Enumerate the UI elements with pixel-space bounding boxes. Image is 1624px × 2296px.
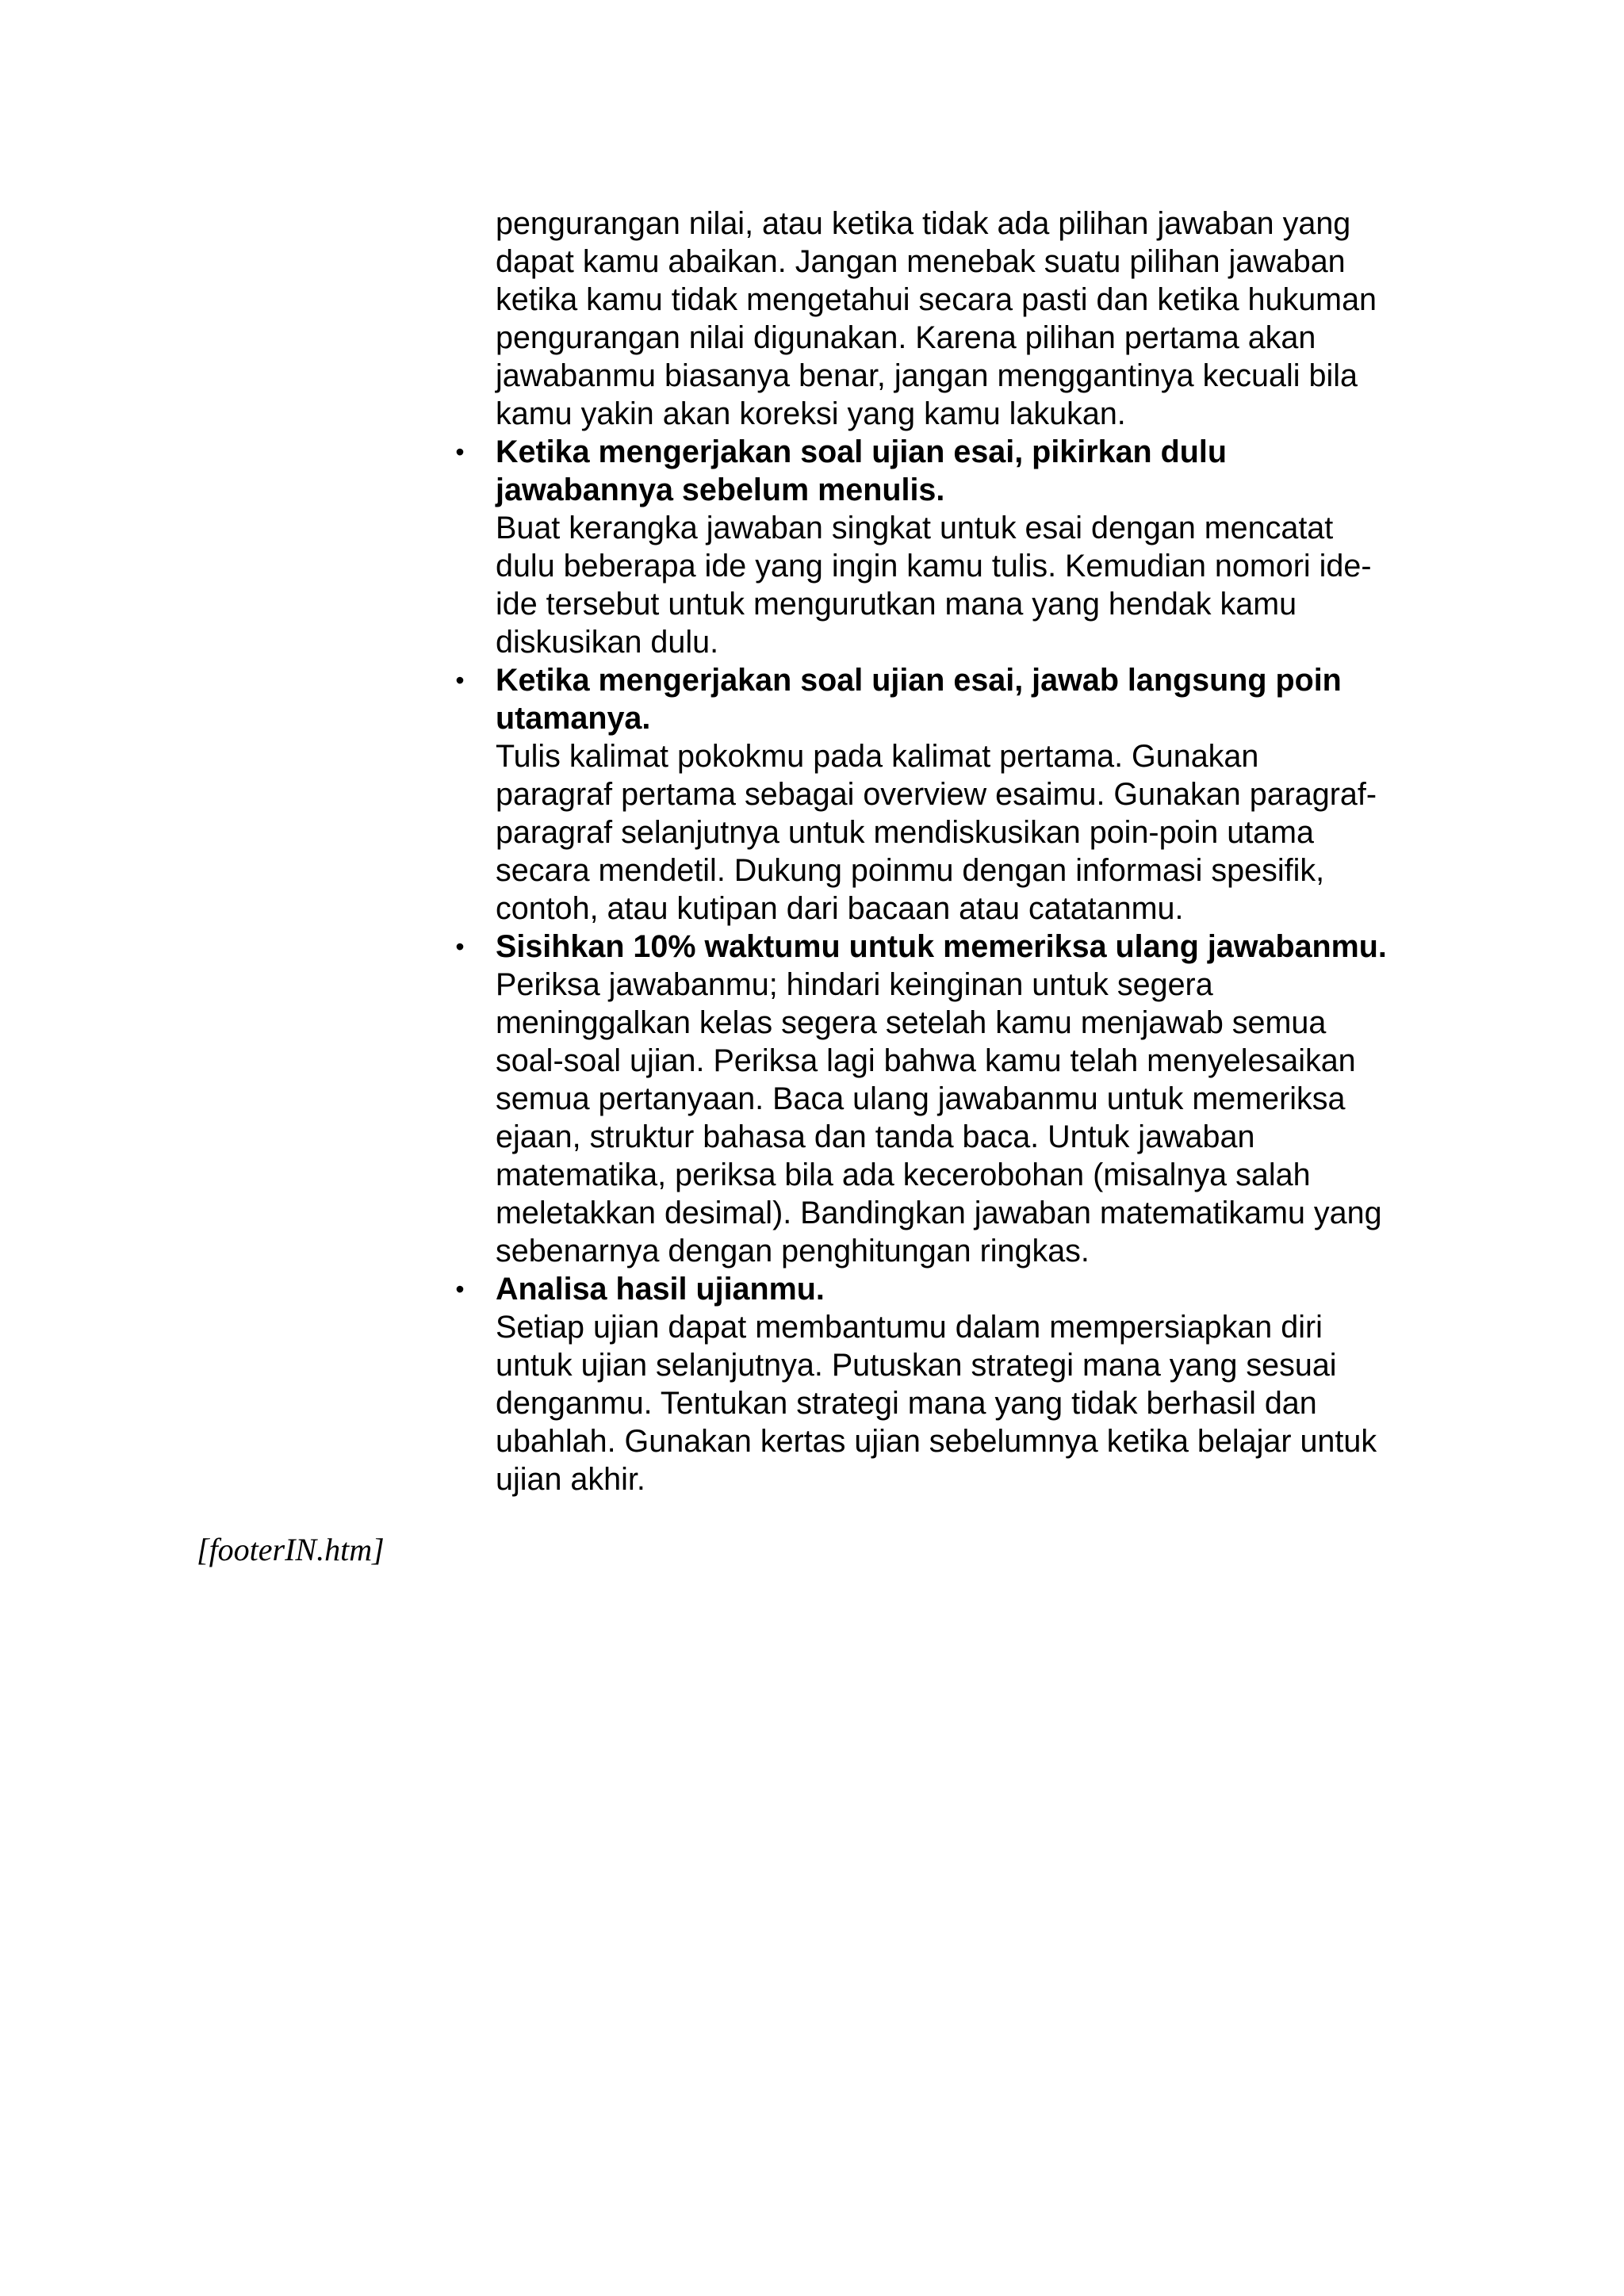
document-content	[455, 205, 1447, 1498]
list-item-body: Buat kerangka jawaban singkat untuk esai dengan mencatat dulu beberapa ide yang ingin kamu tulis. Kemudian nomori ide- ide tersebut untuk mengurutkan mana yang hendak kamu diskusikan dulu.	[496, 511, 1372, 660]
list-item	[455, 661, 1447, 928]
tips-list	[455, 433, 1447, 1498]
list-item-body: Periksa jawabanmu; hindari keinginan untuk segera meninggalkan kelas segera setelah kamu menjawab semua soal-soal ujian. Periksa lagi bahwa kamu telah menyelesaikan semua pertanyaan. Baca ulang jawabanmu untuk memeriksa ejaan, struktur bahasa dan tanda baca. Untuk jawaban matematika, periksa bila ada kecerobohan (misalnya salah meletakkan desimal). Bandingkan jawaban matematikamu yang sebenarnya dengan penghitungan ringkas.	[496, 967, 1382, 1269]
list-item-heading: Ketika mengerjakan soal ujian esai, jawab langsung poin utamanya.	[496, 663, 1342, 736]
list-item	[455, 433, 1447, 661]
footer-placeholder: [footerIN.htm]	[197, 1532, 385, 1567]
list-item-heading: Ketika mengerjakan soal ujian esai, pikirkan dulu jawabannya sebelum menulis.	[496, 434, 1228, 507]
bullet-icon: •	[455, 666, 465, 695]
list-item-body: Tulis kalimat pokokmu pada kalimat pertama. Gunakan paragraf pertama sebagai overview esaimu. Gunakan paragraf- paragraf selanjutnya untuk mendiskusikan poin-poin utama secara mendetil. Dukung poinmu dengan informasi spesifik, contoh, atau kutipan dari bacaan atau catatanmu.	[496, 739, 1377, 926]
bullet-icon: •	[455, 438, 465, 466]
list-item	[455, 928, 1447, 1270]
bullet-icon: •	[455, 1275, 465, 1303]
intro-paragraph: pengurangan nilai, atau ketika tidak ada pilihan jawaban yang dapat kamu abaikan. Jangan menebak suatu pilihan jawaban ketika kamu tidak mengetahui secara pasti dan ketika hukuman pengurangan nilai digunakan. Karena pilihan pertama akan jawabanmu biasanya benar, jangan menggantinya kecuali bila kamu yakin akan koreksi yang kamu lakukan.	[496, 206, 1377, 431]
list-item-heading: Sisihkan 10% waktumu untuk memeriksa ulang jawabanmu.	[496, 929, 1387, 964]
list-item	[455, 1270, 1447, 1498]
bullet-icon: •	[455, 932, 465, 961]
list-item-body: Setiap ujian dapat membantumu dalam mempersiapkan diri untuk ujian selanjutnya. Putuskan strategi mana yang sesuai denganmu. Tentukan strategi mana yang tidak berhasil dan ubahlah. Gunakan kertas ujian sebelumnya ketika belajar untuk ujian akhir.	[496, 1310, 1377, 1497]
list-item-heading: Analisa hasil ujianmu.	[496, 1272, 825, 1307]
